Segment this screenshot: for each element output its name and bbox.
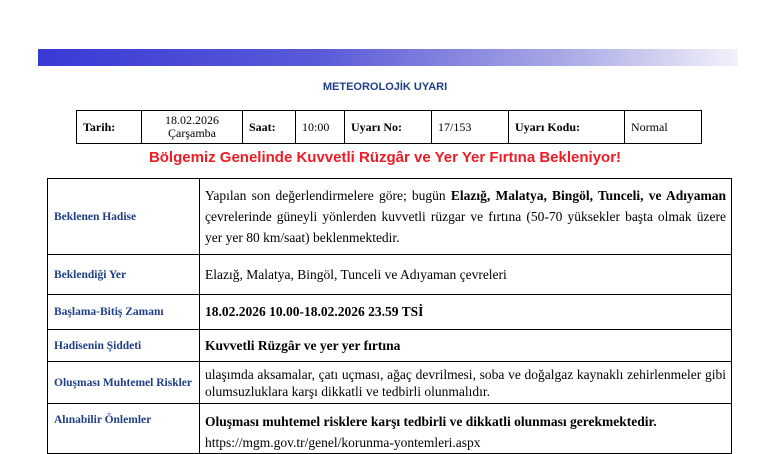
expected-place-value: Elazığ, Malatya, Bingöl, Tunceli ve Adıyaman çevreleri [200, 255, 732, 295]
possible-risks-value: ulaşımda aksamalar, çatı uçması, ağaç devrilmesi, soba ve doğalgaz kaynaklı zehirlenmeler gibi olumsuzluklara karşı dikkatli ve tedbirli olunmalıdır. [200, 362, 732, 404]
date-value [142, 111, 243, 144]
warning-headline: Bölgemiz Genelinde Kuvvetli Rüzgâr ve Yer Yer Fırtına Bekleniyor! [148, 149, 622, 166]
severity-label: Hadisenin Şiddeti [48, 330, 200, 362]
warning-code-value: Normal [625, 111, 702, 144]
precautions-text: Oluşması muhtemel risklere karşı tedbirli ve dikkatli olunması gerekmektedir. [205, 414, 657, 429]
warning-code-label: Uyarı Kodu: [509, 111, 625, 144]
warning-number-value: 17/153 [432, 111, 509, 144]
expected-event-text-1: Yapılan son değerlendirmelere göre; bugün [205, 188, 451, 203]
document-heading: METEOROLOJİK UYARI [322, 81, 448, 93]
precautions-label: Alınabilir Önlemler [48, 404, 200, 454]
day-text: Çarşamba [168, 126, 216, 140]
precautions-value [200, 404, 732, 454]
header-gradient-bar [38, 49, 738, 66]
expected-event-places: Elazığ, Malatya, Bingöl, Tunceli, ve Adıyaman [450, 188, 726, 203]
warning-number-label: Uyarı No: [345, 111, 432, 144]
time-label: Saat: [243, 111, 296, 144]
warning-info-table [76, 110, 702, 144]
precautions-link[interactable]: https://mgm.gov.tr/genel/korunma-yontemleri.aspx [205, 435, 481, 450]
expected-event-value [200, 179, 732, 255]
possible-risks-label: Oluşması Muhtemel Riskler [48, 362, 200, 404]
date-label: Tarih: [77, 111, 142, 144]
severity-value: Kuvvetli Rüzgâr ve yer yer fırtına [200, 330, 732, 362]
time-value: 10:00 [296, 111, 345, 144]
expected-place-label: Beklendiği Yer [48, 255, 200, 295]
warning-details-table [47, 178, 732, 454]
expected-event-label: Beklenen Hadise [48, 179, 200, 255]
expected-event-text-2: çevrelerinde güneyli yönlerden kuvvetli rüzgar ve fırtına (50-70 yüksekler başta olmak üzere yer yer 80 km/saat) beklenmektedir. [205, 209, 726, 245]
start-end-time-value: 18.02.2026 10.00-18.02.2026 23.59 TSİ [200, 295, 732, 330]
start-end-time-label: Başlama-Bitiş Zamanı [48, 295, 200, 330]
date-text: 18.02.2026 [165, 113, 219, 127]
